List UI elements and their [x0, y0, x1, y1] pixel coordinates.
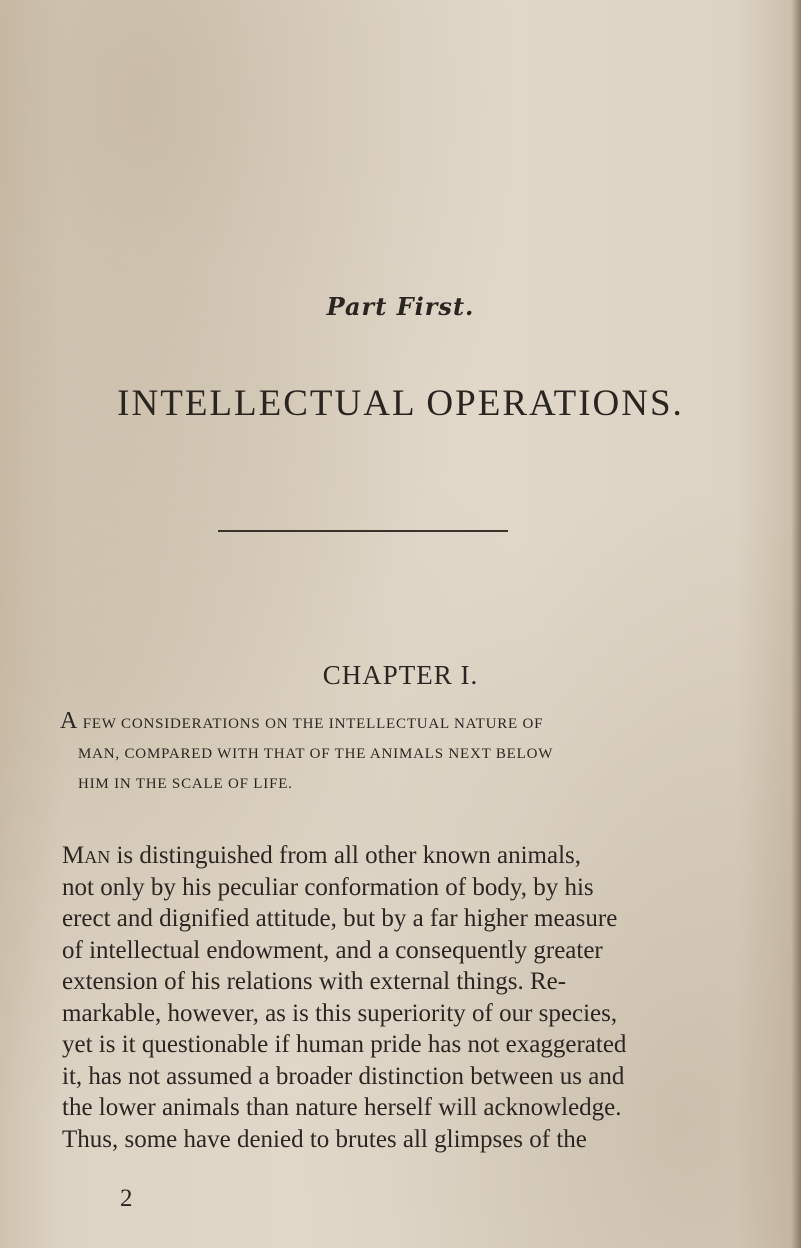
body-line-5: extension of his relations with external things. Re- — [62, 968, 567, 995]
summary-line-3: HIM IN THE SCALE OF LIFE. — [78, 776, 293, 792]
chapter-summary — [60, 706, 700, 799]
body-paragraph — [62, 840, 742, 1155]
summary-initial: A — [60, 708, 79, 734]
page-edge-shadow — [791, 0, 801, 1248]
page-number: 2 — [120, 1185, 133, 1212]
body-line-4: of intellectual endowment, and a consequently greater — [62, 936, 603, 964]
summary-line-text: FEW CONSIDERATIONS ON THE INTELLECTUAL NATURE OF — [78, 716, 544, 732]
summary-line-1 — [60, 706, 700, 739]
part-heading: Part First. — [326, 292, 475, 321]
section-title: INTELLECTUAL OPERATIONS. — [117, 383, 684, 424]
body-line-9: the lower animals than nature herself will acknowledge. — [62, 1094, 622, 1121]
body-line-6: markable, however, as is this superiority of our species, — [62, 999, 618, 1027]
divider-rule — [218, 530, 508, 532]
body-line-3: erect and dignified attitude, but by a far higher measure — [62, 905, 618, 932]
body-line-text: is distinguished from all other known animals, — [110, 842, 582, 869]
body-line-10: Thus, some have denied to brutes all glimpses of the — [62, 1125, 587, 1153]
body-line-1 — [62, 840, 742, 872]
chapter-heading: CHAPTER I. — [322, 660, 479, 690]
body-line-8: it, has not assumed a broader distinction between us and — [62, 1062, 625, 1090]
body-first-word: Man — [62, 842, 111, 869]
body-line-2: not only by his peculiar conformation of body, by his — [62, 873, 594, 901]
body-line-7: yet is it questionable if human pride has not exaggerated — [62, 1031, 627, 1058]
summary-line-2: MAN, COMPARED WITH THAT OF THE ANIMALS NEXT BELOW — [78, 746, 554, 762]
